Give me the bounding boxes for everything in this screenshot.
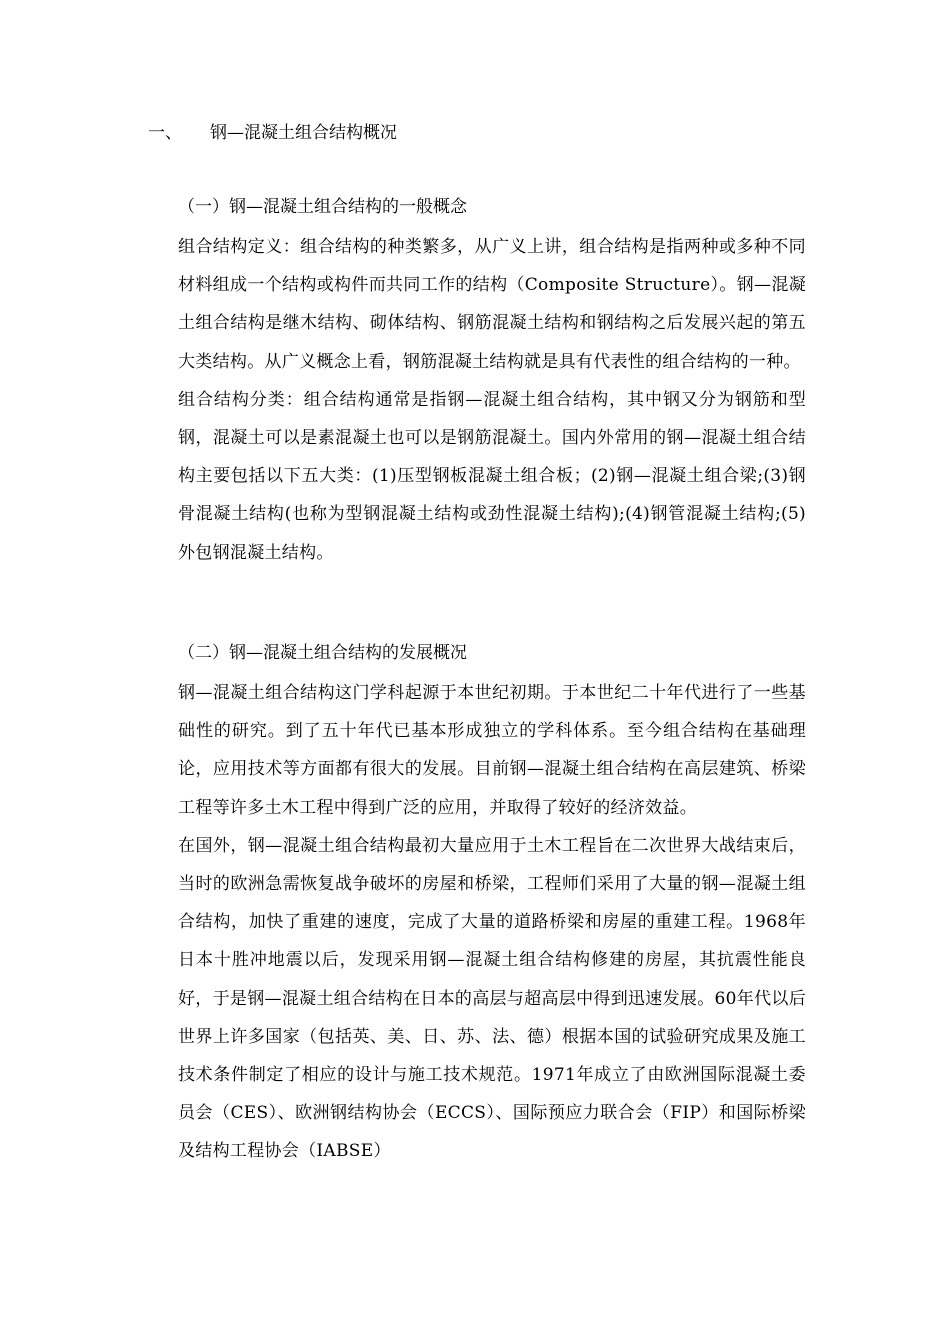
paragraph-origin: 钢—混凝土组合结构这门学科起源于本世纪初期。于本世纪二十年代进行了一些基础性的研究。到了五十年代已基本形成独立的学科体系。至今组合结构在基础理论，应用技术等方面都有很大的发展。目前钢—混凝土组合结构在高层建筑、桥梁工程等许多土木工程中得到广泛的应用，并取得了较好的经济效益。 (178, 683, 806, 818)
chapter-heading (148, 120, 397, 146)
section-development (178, 640, 806, 1171)
section-heading: （一）钢—混凝土组合结构的一般概念 (178, 197, 467, 217)
chapter-number: 一、 (148, 123, 182, 143)
chapter-title: 钢—混凝土组合结构概况 (210, 123, 397, 143)
section-heading: （二）钢—混凝土组合结构的发展概况 (178, 643, 467, 663)
paragraph-abroad: 在国外，钢—混凝土组合结构最初大量应用于土木工程旨在二次世界大战结束后，当时的欧洲急需恢复战争破坏的房屋和桥梁，工程师们采用了大量的钢—混凝土组合结构，加快了重建的速度，完成了大量的道路桥梁和房屋的重建工程。1968年日本十胜冲地震以后，发现采用钢—混凝土组合结构修建的房屋，其抗震性能良好，于是钢—混凝土组合结构在日本的高层与超高层中得到迅速发展。60年代以后世界上许多国家（包括英、美、日、苏、法、德）根据本国的试验研究成果及施工技术条件制定了相应的设计与施工技术规范。1971年成立了由欧洲国际混凝土委员会（CES）、欧洲钢结构协会（ECCS）、国际预应力联合会（FIP）和国际桥梁及结构工程协会（IABSE） (178, 835, 806, 1162)
section-general-concept (178, 194, 806, 572)
paragraph-definition: 组合结构定义：组合结构的种类繁多，从广义上讲，组合结构是指两种或多种不同材料组成一个结构或构件而共同工作的结构（Composite Structure）。钢—混凝土组合结构是继木结构、砌体结构、钢筋混凝土结构和钢结构之后发展兴起的第五大类结构。从广义概念上看，钢筋混凝土结构就是具有代表性的组合结构的一种。 (178, 237, 806, 372)
paragraph-classification: 组合结构分类：组合结构通常是指钢—混凝土组合结构，其中钢又分为钢筋和型钢，混凝土可以是素混凝土也可以是钢筋混凝土。国内外常用的钢—混凝土组合结构主要包括以下五大类：(1)压型钢板混凝土组合板；(2)钢—混凝土组合梁;(3)钢骨混凝土结构(也称为型钢混凝土结构或劲性混凝土结构);(4)钢管混凝土结构;(5)外包钢混凝土结构。 (178, 389, 806, 563)
